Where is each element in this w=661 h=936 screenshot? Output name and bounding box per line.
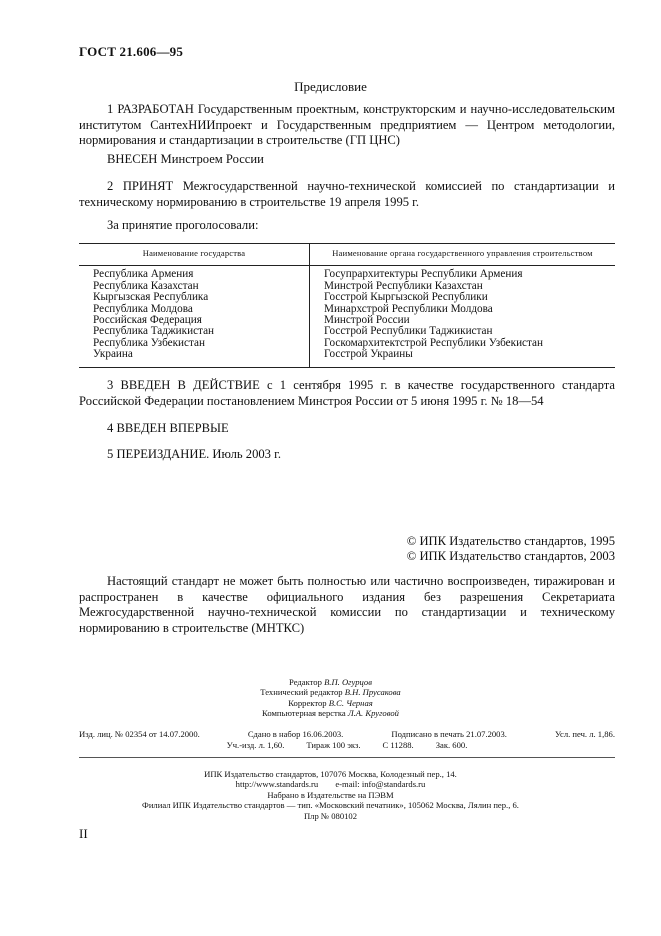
copyright-line: © ИПК Издательство стандартов, 1995 xyxy=(406,534,615,548)
table-header-body: Наименование органа государственного управления строительством xyxy=(310,244,616,266)
body-item: Госстрой Республики Таджикистан xyxy=(324,325,493,338)
page-number: II xyxy=(79,826,88,841)
publication-details xyxy=(79,729,615,750)
credit-line: Компьютерная верстка Л.А. Круговой xyxy=(262,708,399,719)
footer-line: Набрано в Издательстве на ПЭВМ xyxy=(267,789,394,800)
voting-table xyxy=(79,243,615,368)
divider xyxy=(79,757,615,758)
footer-line: ИПК Издательство стандартов, 107076 Москва, Колодезный пер., 14. xyxy=(204,769,457,779)
credit-line: Корректор В.С. Черная xyxy=(288,697,373,708)
state-item: Республика Молдова xyxy=(93,302,193,315)
paragraph-lead: 1 РАЗРАБОТАН xyxy=(107,102,194,116)
document-header: ГОСТ 21.606—95 xyxy=(79,44,184,59)
section-title: Предисловие xyxy=(294,79,367,94)
credits-block xyxy=(0,677,661,719)
paragraph-text: Минстроем России xyxy=(157,152,264,166)
paragraph-text: За принятие проголосовали: xyxy=(107,218,259,232)
state-item: Кыргызская Республика xyxy=(93,291,209,304)
state-item: Республика Казахстан xyxy=(93,279,199,292)
paragraph-adopted xyxy=(79,179,615,210)
body-item: Госкомархитектстрой Республики Узбекистан xyxy=(324,336,543,349)
paragraph-lead: 3 ВВЕДЕН В ДЕЙСТВИЕ xyxy=(107,378,260,392)
state-item: Республика Таджикистан xyxy=(93,325,215,338)
state-item: Российская Федерация xyxy=(93,314,202,327)
paragraph-lead: ВНЕСЕН xyxy=(107,152,158,166)
paragraph-lead: 5 ПЕРЕИЗДАНИЕ. xyxy=(107,447,210,461)
credit-line: Технический редактор В.Н. Прусакова xyxy=(260,687,401,698)
paragraph-voted xyxy=(79,218,615,234)
copyright-block xyxy=(79,534,615,563)
paragraph-text: Межгосударственной научно-технической комиссией по стандартизации и техническому нормированию в строительстве 19 апреля 1995 г. xyxy=(79,179,615,209)
bodies-cell xyxy=(310,266,616,367)
footer-line: Плр № 080102 xyxy=(303,810,358,821)
credit-line: Редактор В.П. Огурцов xyxy=(289,677,372,687)
table-header-row xyxy=(79,244,615,266)
paragraph-text: Июль 2003 г. xyxy=(209,447,282,461)
paragraph-effective xyxy=(79,378,615,409)
paragraph-reissue xyxy=(79,447,615,463)
paragraph-submitted xyxy=(79,152,615,168)
states-cell xyxy=(79,266,310,367)
paragraph-text: с 1 сентября 1995 г. в качестве государственного стандарта Российской Федерации постановлением Минстроя России от 5 июня 1995 г. № 18—54 xyxy=(79,378,616,408)
publication-line: Изд. лиц. № 02354 от 14.07.2000. Сдано в набор 16.06.2003. Подписано в печать 21.07.2003. Усл. печ. л. 1,86. xyxy=(79,729,615,739)
paragraph-developed xyxy=(79,102,615,149)
paragraph-text: Государственным проектным, конструкторским и научно-исследовательским институтом СантехНИИпроект и Государственным предприятием — Центром методологии, нормирования и стандартизации в строительстве (ГП ЦНС) xyxy=(79,102,615,147)
body-item: Госстрой Кыргызской Республики xyxy=(324,291,488,304)
reproduction-notice: Настоящий стандарт не может быть полностью или частично воспроизведен, тиражирован и распространен в качестве официального издания без разрешения Секретариата Межгосударственной научно-технической комиссии по стандартизации и техническому нормированию в строительстве (МНТКС) xyxy=(79,574,615,635)
paragraph-lead: 2 ПРИНЯТ xyxy=(107,179,174,193)
body-item: Минстрой России xyxy=(324,314,410,327)
state-item: Республика Армения xyxy=(93,268,194,281)
state-item: Республика Узбекистан xyxy=(93,336,205,349)
body-item: Госстрой Украины xyxy=(324,348,413,361)
footer-line: http://www.standards.ru e-mail: info@standards.ru xyxy=(235,779,426,790)
table-header-state: Наименование государства xyxy=(79,244,310,266)
footer-line: Филиал ИПК Издательство стандартов — тип. «Московский печатник», 105062 Москва, Лялин пер., 6. xyxy=(142,800,519,811)
publisher-footer xyxy=(0,769,661,821)
publication-line: Уч.-изд. л. 1,60. Тираж 100 экз. С 11288. Зак. 600. xyxy=(226,739,468,750)
state-item: Украина xyxy=(93,348,133,361)
body-item: Госупрархитектуры Республики Армения xyxy=(324,268,523,281)
body-item: Минстрой Республики Казахстан xyxy=(324,279,483,292)
paragraph-lead: 4 ВВЕДЕН ВПЕРВЫЕ xyxy=(107,421,229,435)
paragraph-first xyxy=(79,421,615,437)
table-row xyxy=(79,266,615,367)
body-item: Минархстрой Республики Молдова xyxy=(324,302,493,315)
copyright-line: © ИПК Издательство стандартов, 2003 xyxy=(406,548,615,563)
